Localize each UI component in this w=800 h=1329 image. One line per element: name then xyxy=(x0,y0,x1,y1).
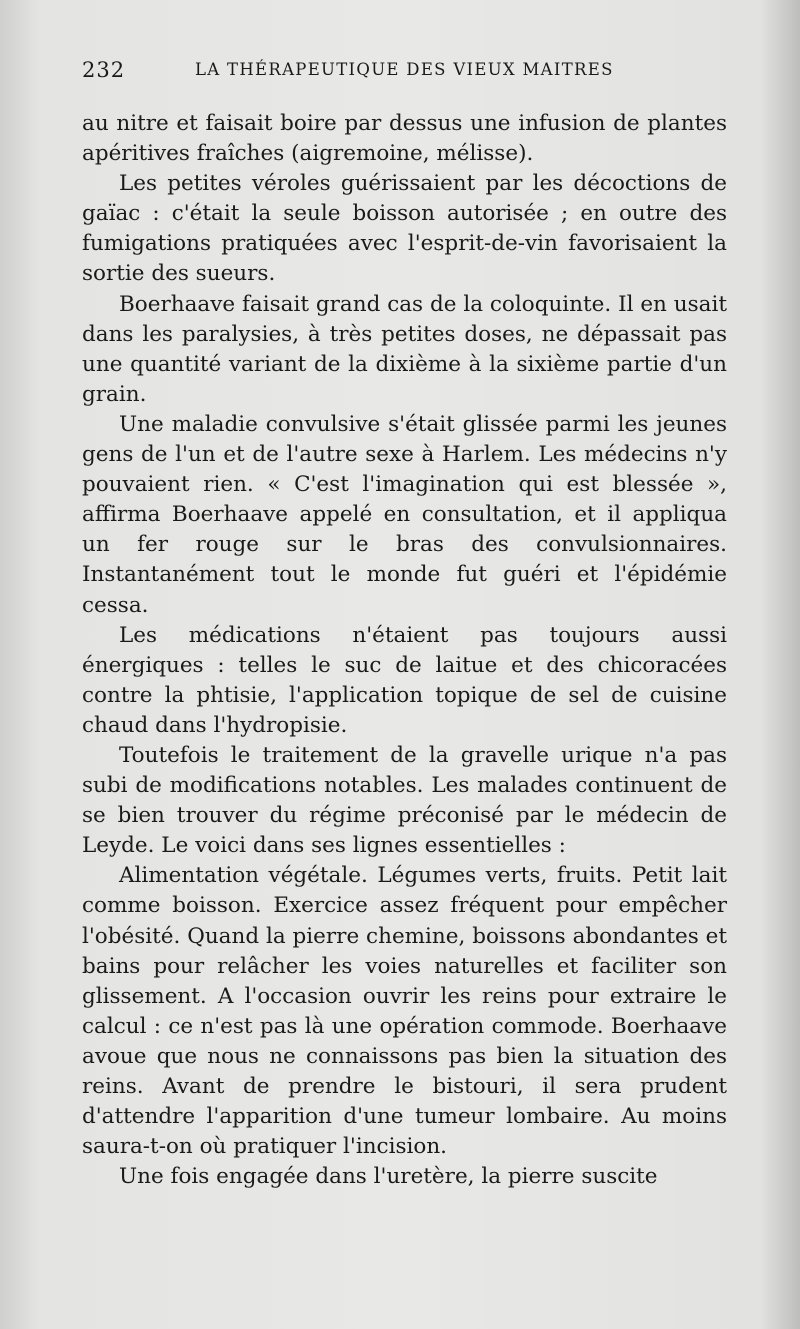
paragraph: Boerhaave faisait grand cas de la coloquinte. Il en usait dans les paralysies, à très petites doses, ne dépassait pas une quantité variant de la dixième à la sixième partie d'un grain. xyxy=(82,291,727,407)
body-text xyxy=(82,109,727,1192)
page-number: 232 xyxy=(82,58,126,82)
paragraph: Toutefois le traitement de la gravelle urique n'a pas subi de modifications notables. Les malades continuent de se bien trouver du régime préconisé par le médecin de Leyde. Le voici dans ses lignes essentielles : xyxy=(82,742,727,859)
paragraph: Une maladie convulsive s'était glissée parmi les jeunes gens de l'un et de l'autre sexe à Harlem. Les médecins n'y pouvaient rien. « C'est l'imagination qui est blessée », affirma Boerhaave appelé en consultation, et il appliqua un fer rouge sur le bras des convulsionnaires. Instantanément tout le monde fut guéri et l'épidémie cessa. xyxy=(82,411,727,618)
running-title: LA THÉRAPEUTIQUE DES VIEUX MAITRES xyxy=(195,60,614,79)
paragraph: Les médications n'étaient pas toujours aussi énergiques : telles le suc de laitue et des chicoracées contre la phtisie, l'application topique de sel de cuisine chaud dans l'hydropisie. xyxy=(82,622,727,738)
paragraph: Les petites véroles guérissaient par les décoctions de gaïac : c'était la seule boisson autorisée ; en outre des fumigations pratiquées avec l'esprit-de-vin favorisaient la sortie des sueurs. xyxy=(82,171,727,287)
paragraph: au nitre et faisait boire par dessus une infusion de plantes apéritives fraîches (aigremoine, mélisse). xyxy=(82,111,727,167)
paragraph: Une fois engagée dans l'uretère, la pierre suscite xyxy=(119,1164,658,1190)
page-header xyxy=(82,58,727,88)
paragraph: Alimentation végétale. Légumes verts, fruits. Petit lait comme boisson. Exercice assez fréquent pour empêcher l'obésité. Quand la pierre chemine, boissons abondantes et bains pour relâcher les voies naturelles et faciliter son glissement. A l'occasion ouvrir les reins pour extraire le calcul : ce n'est pas là une opération commode. Boerhaave avoue que nous ne connaissons pas bien la situation des reins. Avant de prendre le bistouri, il sera prudent d'attendre l'apparition d'une tumeur lombaire. Au moins saura-t-on où pratiquer l'incision. xyxy=(82,863,727,1160)
